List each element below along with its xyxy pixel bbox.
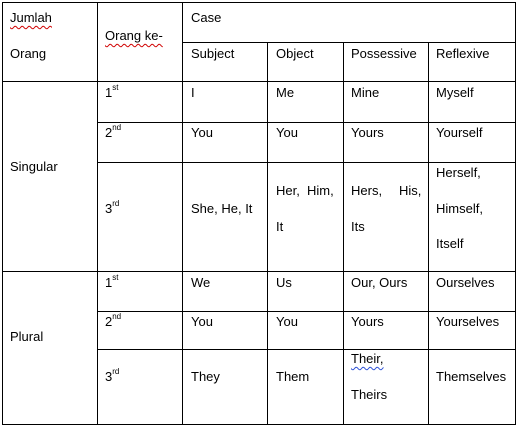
sg1-object: Me [276,85,295,100]
sg1-reflexive: Myself [436,85,474,100]
border-col3 [267,42,268,425]
border-right [515,2,516,425]
border-singular-bottom [2,271,516,272]
pl2-reflexive: Yourselves [436,314,500,329]
border-col5 [428,42,429,425]
border-pl-r2 [97,349,516,350]
person-num: 3 [105,369,113,384]
pl2-subject: You [191,314,213,329]
border-case-row [182,42,516,43]
person-suffix: rd [112,367,120,376]
person-label-pl-3 [105,369,119,385]
border-pl-r1 [97,311,516,312]
person-suffix: st [112,83,119,92]
person-suffix: nd [112,312,122,321]
sg3-object-her: Her, [276,183,300,198]
header-subject: Subject [191,46,235,61]
sg3-subject: She, He, It [191,201,253,216]
sg3-poss-its: Its [351,219,365,234]
pl2-object: You [276,314,298,329]
border-col1 [97,2,98,425]
person-suffix: rd [112,199,120,208]
sg2-subject: You [191,125,213,140]
sg2-reflexive: Yourself [436,125,483,140]
border-sg-r1 [97,122,516,123]
pronoun-table [2,2,516,425]
person-suffix: st [112,273,119,282]
border-top [2,2,516,3]
sg3-object-it: It [276,219,284,234]
header-reflexive: Reflexive [436,46,490,61]
pl3-subject: They [191,369,220,384]
border-bottom [2,424,516,425]
person-num: 2 [105,314,113,329]
border-left [2,2,3,425]
pl1-reflexive: Ourselves [436,275,495,290]
pl3-object: Them [276,369,310,384]
sg2-object: You [276,125,298,140]
pl1-subject: We [191,275,211,290]
sg3-poss-his: His, [399,183,422,198]
group-plural: Plural [10,329,44,344]
sg3-refl-himself: Himself, [436,201,483,216]
sg3-poss-hers: Hers, [351,183,383,198]
pl1-possessive: Our, Ours [351,275,408,290]
header-case: Case [191,10,222,25]
person-label-pl-2 [105,314,121,330]
sg3-object-him: Him, [307,183,334,198]
header-orang: Orang [10,46,47,61]
sg2-possessive: Yours [351,125,384,140]
header-jumlah: Jumlah [10,10,52,25]
person-label-pl-1 [105,275,118,291]
person-num: 3 [105,201,113,216]
pl3-poss-theirs: Theirs [351,387,388,402]
sg3-refl-herself: Herself, [436,165,481,180]
header-possessive: Possessive [351,46,417,61]
border-col4 [343,42,344,425]
pl3-reflexive: Themselves [436,369,507,384]
pl3-poss-their: Their, [351,351,384,366]
pl1-object: Us [276,275,292,290]
border-col2 [182,2,183,425]
person-num: 1 [105,85,113,100]
group-singular: Singular [10,159,58,174]
pl2-possessive: Yours [351,314,384,329]
border-header-bottom [2,81,516,82]
person-label-sg-3 [105,201,119,217]
person-num: 2 [105,125,113,140]
person-num: 1 [105,275,113,290]
person-suffix: nd [112,123,122,132]
person-label-sg-1 [105,85,118,101]
sg3-refl-itself: Itself [436,236,464,251]
orang-ke-text: Orang ke- [105,28,163,43]
header-object: Object [276,46,314,61]
sg1-subject: I [191,85,195,100]
header-orang-ke [105,28,163,44]
border-sg-r2 [97,162,516,163]
person-label-sg-2 [105,125,121,141]
sg1-possessive: Mine [351,85,380,100]
